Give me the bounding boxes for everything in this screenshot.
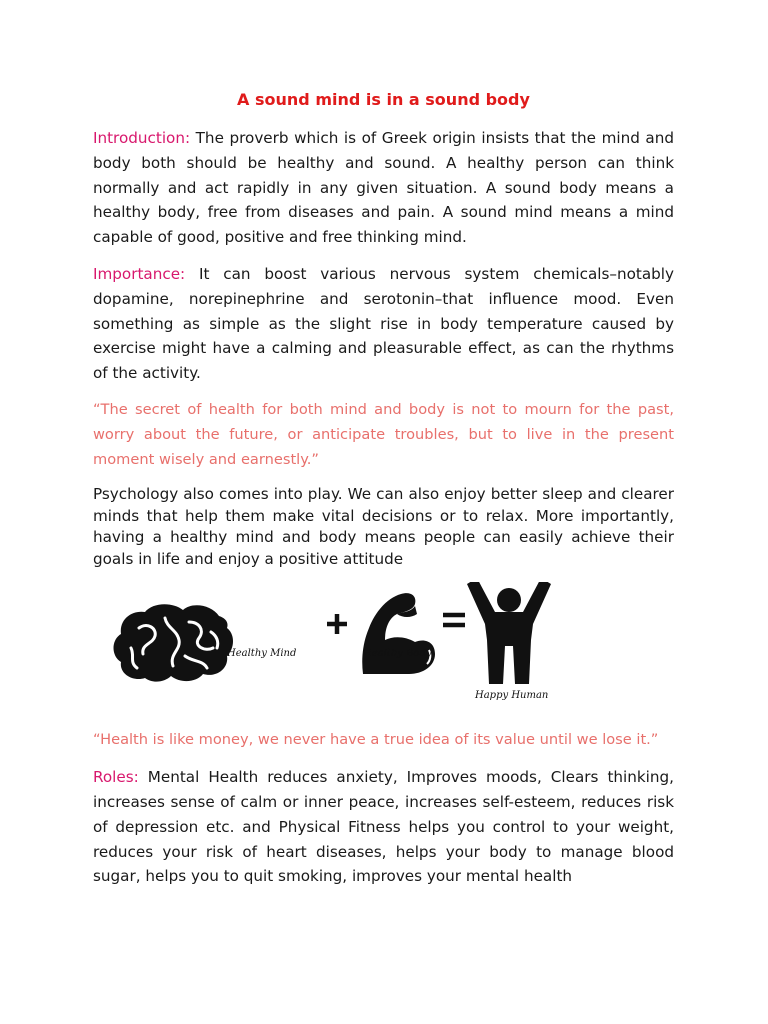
happy-human-caption: Happy Human — [475, 690, 549, 702]
roles-text: Mental Health reduces anxiety, Improves moods, Clears thinking, increases sense of calm or inner peace, increases self-esteem, reduces risk of depression etc. and Physical Fitness helps you control to your weight, reduces your risk of heart diseases, helps your body to manage blood sugar, helps you to quit smoking, improves your mental health — [93, 768, 674, 886]
importance-label: Importance: — [93, 264, 186, 283]
document-title: A sound mind is in a sound body — [237, 90, 530, 109]
health-quote-2: “Health is like money, we never have a true idea of its value until we lose it.” — [93, 731, 659, 749]
plus-icon — [327, 614, 347, 634]
mind-body-figure — [93, 582, 674, 718]
brain-icon — [114, 605, 234, 682]
healthy-body-caption: Healthy Body — [363, 648, 432, 660]
flexed-arm-icon — [362, 593, 435, 674]
roles-paragraph — [93, 765, 674, 889]
introduction-text: The proverb which is of Greek origin insists that the mind and body both should be healthy and sound. A healthy person can think normally and act rapidly in any given situation. A sound body means a healthy body, free from diseases and pain. A sound mind means a mind capable of good, positive and free thinking mind. — [93, 129, 674, 247]
equals-icon — [443, 615, 465, 625]
person-arms-up-icon — [467, 582, 551, 684]
introduction-label: Introduction: — [93, 129, 191, 147]
health-quote-1: “The secret of health for both mind and body is not to mourn for the past, worry about the future, or anticipate troubles, but to live in the present moment wisely and earnestly.” — [93, 400, 674, 468]
healthy-mind-caption: Healthy Mind — [227, 648, 297, 660]
roles-label: Roles: — [93, 768, 139, 787]
introduction-paragraph — [93, 126, 674, 250]
importance-paragraph — [93, 262, 674, 386]
document-page — [93, 88, 674, 901]
importance-text: It can boost various nervous system chemicals–notably dopamine, norepinephrine and serotonin–that influence mood. Even something as simple as the slight rise in body temperature caused by exercise might have a calming and pleasurable effect, as can the rhythms of the activity. — [93, 264, 674, 383]
psychology-paragraph: Psychology also comes into play. We can also enjoy better sleep and clearer minds that help them make vital decisions or to relax. More importantly, having a healthy mind and body means people can easily achieve their goals in life and enjoy a positive attitude — [93, 485, 674, 568]
